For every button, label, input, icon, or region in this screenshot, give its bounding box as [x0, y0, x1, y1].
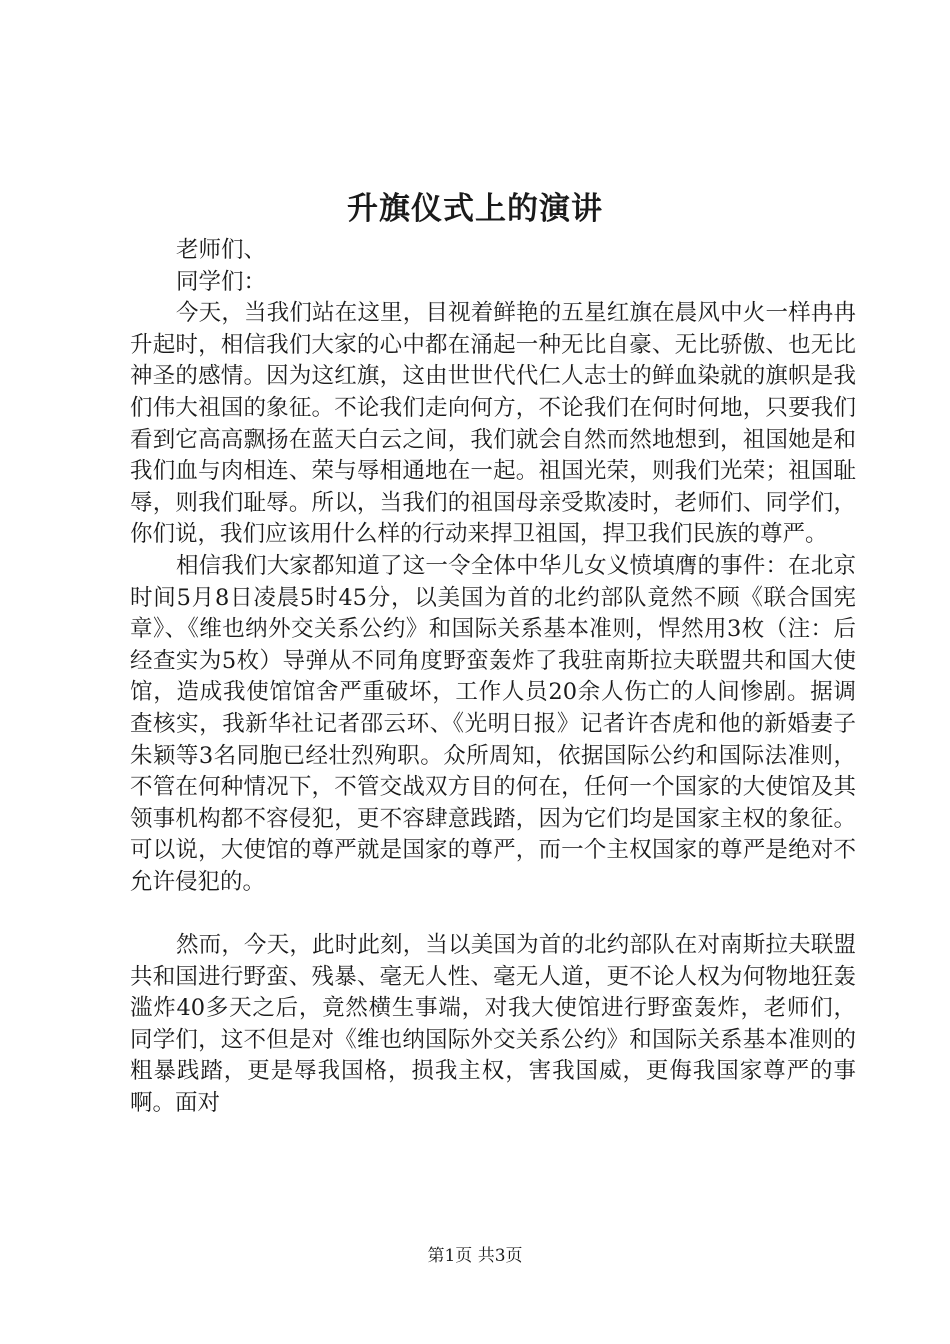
salutation-teachers: 老师们、: [176, 237, 267, 263]
paragraph-2: 相信我们大家都知道了这一令全体中华儿女义愤填膺的事件：在北京时间5月8日凌晨5时45分，以美国为首的北约部队竟然不顾《联合国宪章》、《维也纳外交关系公约》和国际关系基本准则，悍然用3枚（注：后经查实为5枚）导弹从不同角度野蛮轰炸了我驻南斯拉夫联盟共和国大使馆，造成我使馆馆舍严重破坏，工作人员20余人伤亡的人间惨剧。据调查核实，我新华社记者邵云环、《光明日报》记者许杏虎和他的新婚妻子朱颖等3名同胞已经壮烈殉职。众所周知，依据国际公约和国际法准则，不管在何种情况下，不管交战双方目的何在，任何一个国家的大使馆及其领事机构都不容侵犯，更不容肆意践踏，因为它们均是国家主权的象征。可以说，大使馆的尊严就是国家的尊严，而一个主权国家的尊严是绝对不允许侵犯的。: [130, 552, 856, 895]
document-body: [130, 235, 856, 1120]
paragraph-1: 今天，当我们站在这里，目视着鲜艳的五星红旗在晨风中火一样冉冉升起时，相信我们大家的心中都在涌起一种无比自豪、无比骄傲、也无比神圣的感情。因为这红旗，这由世世代代仁人志士的鲜血染就的旗帜是我们伟大祖国的象征。不论我们走向何方，不论我们在何时何地，只要我们看到它高高飘扬在蓝天白云之间，我们就会自然而然地想到，祖国她是和我们血与肉相连、荣与辱相通地在一起。祖国光荣，则我们光荣；祖国耻辱，则我们耻辱。所以，当我们的祖国母亲受欺凌时，老师们、同学们，你们说，我们应该用什么样的行动来捍卫祖国，捍卫我们民族的尊严。: [130, 300, 856, 548]
paragraph-3: 然而，今天，此时此刻，当以美国为首的北约部队在对南斯拉夫联盟共和国进行野蛮、残暴、毫无人性、毫无人道，更不论人权为何物地狂轰滥炸40多天之后，竟然横生事端，对我大使馆进行野蛮轰炸，老师们，同学们，这不但是对《维也纳国际外交关系公约》和国际关系基本准则的粗暴践踏，更是辱我国格，损我主权，害我国威，更侮我国家尊严的事啊。面对: [130, 932, 856, 1117]
document-title: 升旗仪式上的演讲: [347, 191, 603, 227]
salutation-students: 同学们：: [176, 268, 267, 295]
page-footer: 第1页 共3页: [427, 1246, 523, 1266]
